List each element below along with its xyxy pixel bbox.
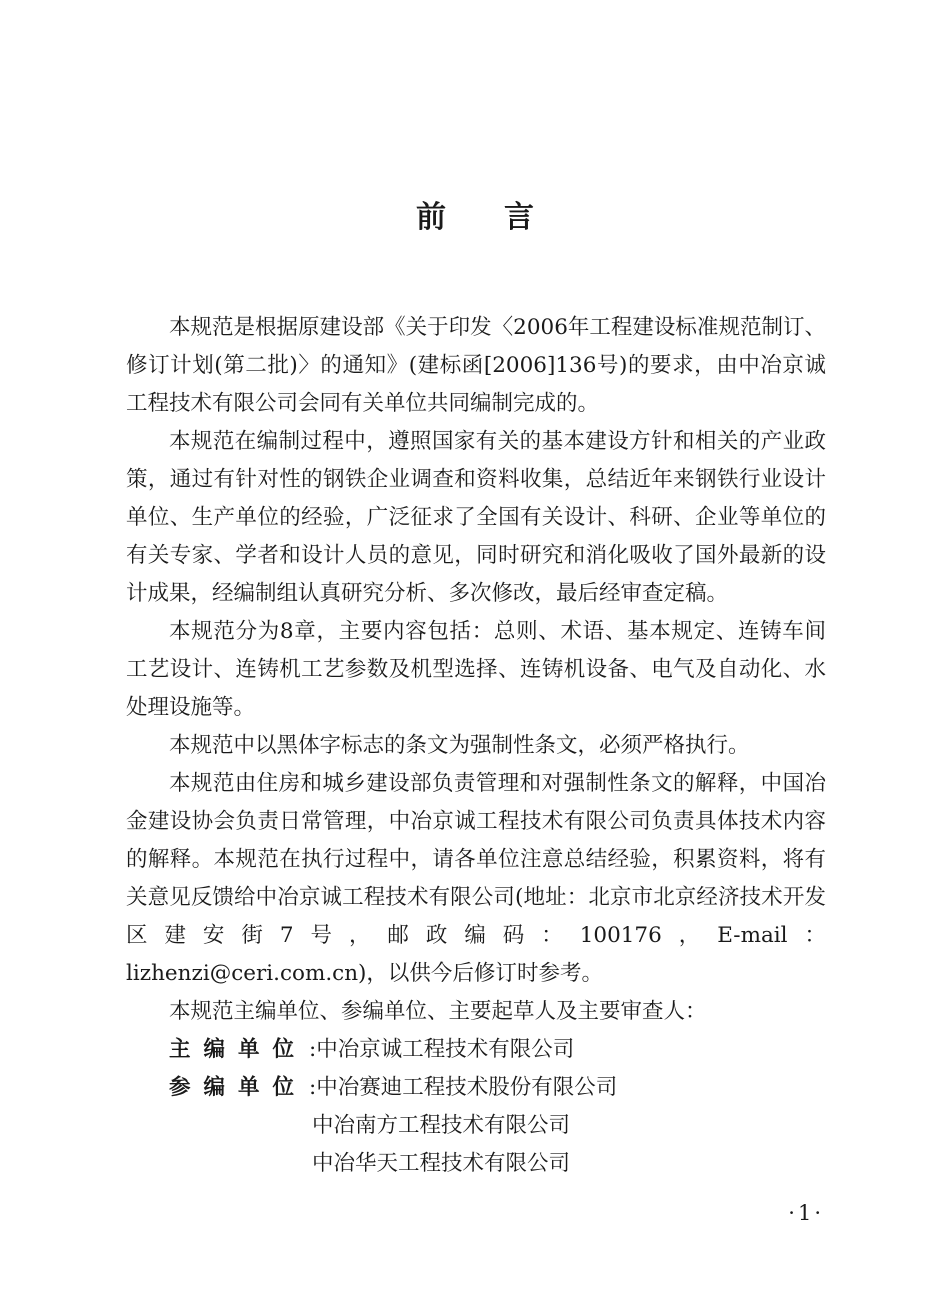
chief-editor-label: 主编单位 <box>169 1037 308 1062</box>
chief-editor-separator: : <box>309 1037 317 1062</box>
participating-editor-row <box>126 1069 826 1107</box>
paragraph-2: 本规范在编制过程中，遵照国家有关的基本建设方针和相关的产业政策，通过有针对性的钢铁企业调查和资料收集，总结近年来钢铁行业设计单位、生产单位的经验，广泛征求了全国有关设计、科研、企业等单位的有关专家、学者和设计人员的意见，同时研究和消化吸收了国外最新的设计成果，经编制组认真研究分析、多次修改，最后经审查定稿。 <box>126 429 826 606</box>
page-title: 前言 <box>416 200 592 235</box>
paragraph-6: 本规范主编单位、参编单位、主要起草人及主要审查人： <box>169 999 707 1024</box>
paragraph-4: 本规范中以黑体字标志的条文为强制性条文，必须严格执行。 <box>169 733 750 758</box>
participating-editor-label: 参编单位 <box>169 1075 308 1100</box>
chief-editor-row <box>126 1031 826 1069</box>
participating-editor-separator: : <box>309 1075 317 1100</box>
paragraph-5: 本规范由住房和城乡建设部负责管理和对强制性条文的解释，中国冶金建设协会负责日常管理，中冶京诚工程技术有限公司负责具体技术内容的解释。本规范在执行过程中，请各单位注意总结经验，积累资料，将有关意见反馈给中冶京诚工程技术有限公司(地址：北京市北京经济技术开发区建安街7号，邮政编码：100176，E-mail：lizhenzi@ceri.com.cn)，以供今后修订时参考。 <box>126 771 826 986</box>
preface-body <box>126 309 826 1183</box>
page-number: ·1· <box>788 1201 824 1225</box>
participating-editor-value: 中冶华天工程技术有限公司 <box>312 1151 571 1176</box>
paragraph-3: 本规范分为8章，主要内容包括：总则、术语、基本规定、连铸车间工艺设计、连铸机工艺参数及机型选择、连铸机设备、电气及自动化、水处理设施等。 <box>126 619 826 720</box>
paragraph-1: 本规范是根据原建设部《关于印发〈2006年工程建设标准规范制订、修订计划(第二批)〉的通知》(建标函[2006]136号)的要求，由中冶京诚工程技术有限公司会同有关单位共同编制完成的。 <box>126 315 826 416</box>
participating-editor-value: 中冶赛迪工程技术股份有限公司 <box>316 1075 618 1100</box>
chief-editor-value: 中冶京诚工程技术有限公司 <box>316 1037 575 1062</box>
participating-editor-value: 中冶南方工程技术有限公司 <box>312 1113 571 1138</box>
